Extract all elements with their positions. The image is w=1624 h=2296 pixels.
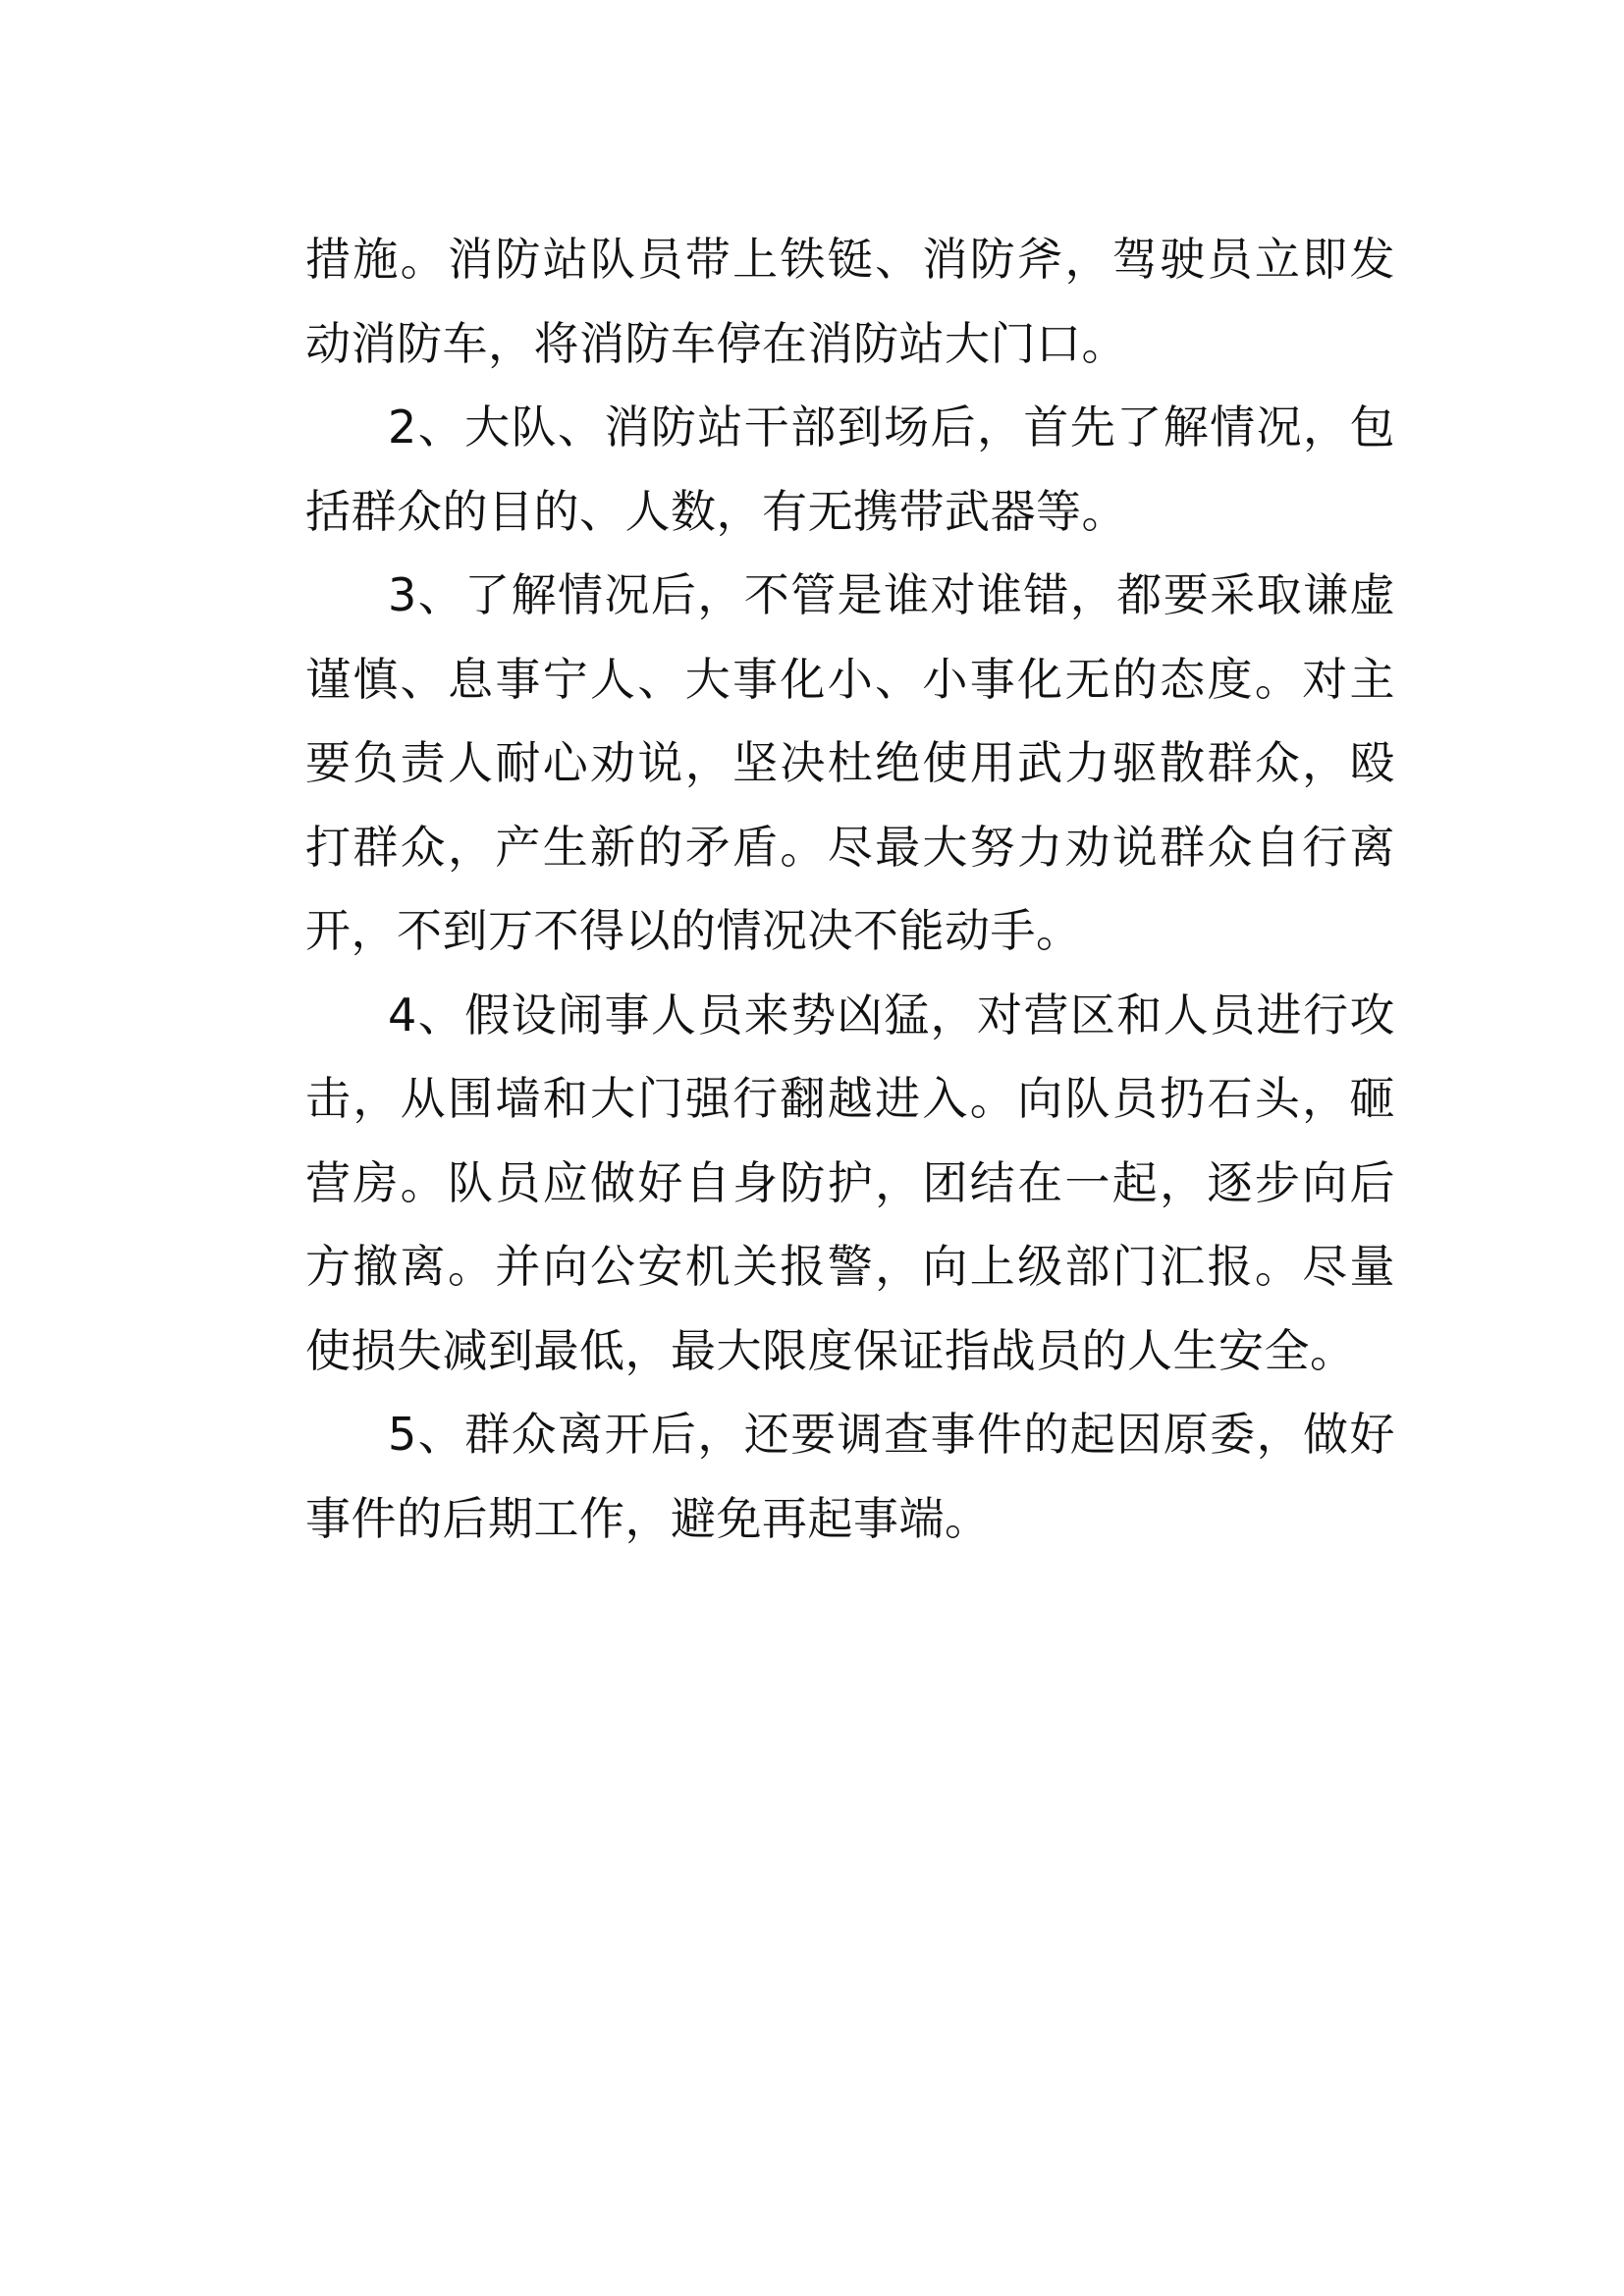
paragraph-item-3: 3、了解情况后，不管是谁对谁错，都要采取谦虚谨慎、息事宁人、大事化小、小事化无的态度。对主要负责人耐心劝说，坚决杜绝使用武力驱散群众，殴打群众，产生新的矛盾。尽最大努力劝说群众自行离开，不到万不得以的情况决不能动手。 <box>305 568 1395 957</box>
paragraph-continuation: 措施。消防站队员带上铁铤、消防斧，驾驶员立即发动消防车，将消防车停在消防站大门口。 <box>305 233 1395 370</box>
document-body <box>305 218 1395 1561</box>
paragraph-item-5: 5、群众离开后，还要调查事件的起因原委，做好事件的后期工作，避免再起事端。 <box>305 1408 1395 1545</box>
paragraph-item-4: 4、假设闹事人员来势凶猛，对营区和人员进行攻击，从围墙和大门强行翻越进入。向队员扔石头，砸营房。队员应做好自身防护，团结在一起，逐步向后方撤离。并向公安机关报警，向上级部门汇报。尽量使损失减到最低，最大限度保证指战员的人生安全。 <box>305 988 1395 1377</box>
paragraph-item-2: 2、大队、消防站干部到场后，首先了解情况，包括群众的目的、人数，有无携带武器等。 <box>305 400 1395 538</box>
